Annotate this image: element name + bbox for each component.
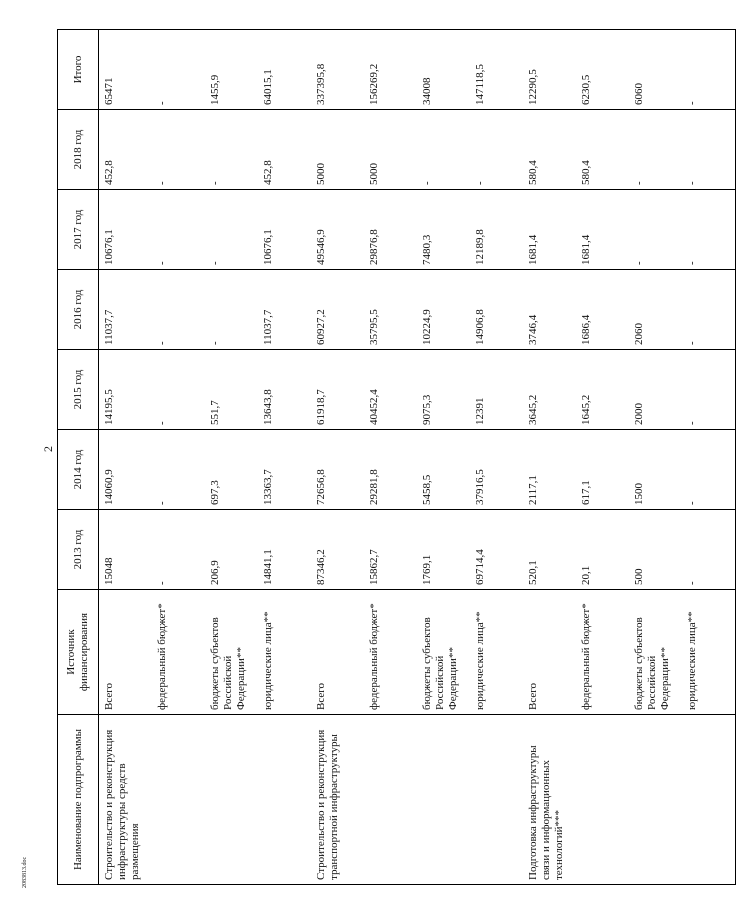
- table-row: [258, 30, 311, 885]
- value-cell: 1645,2: [576, 350, 629, 430]
- header-2015: 2015 год: [58, 350, 99, 430]
- value-cell: 580,4: [523, 110, 576, 190]
- subprogram-name: [152, 715, 205, 885]
- value-cell: 156269,2: [364, 30, 417, 110]
- value-cell: -: [152, 190, 205, 270]
- subprogram-name: [576, 715, 629, 885]
- subprogram-name: [258, 715, 311, 885]
- value-cell: 15048: [99, 510, 153, 590]
- table-row: [152, 30, 205, 885]
- value-cell: 14841,1: [258, 510, 311, 590]
- header-total: Итого: [58, 30, 99, 110]
- table-row: [629, 30, 682, 885]
- value-cell: -: [152, 430, 205, 510]
- financing-source: юридические лица**: [470, 590, 523, 715]
- table-body: [99, 30, 736, 885]
- value-cell: 13643,8: [258, 350, 311, 430]
- financing-source: Всего: [99, 590, 153, 715]
- value-cell: 49546,9: [311, 190, 364, 270]
- value-cell: 87346,2: [311, 510, 364, 590]
- header-row: [58, 30, 99, 885]
- value-cell: 40452,4: [364, 350, 417, 430]
- value-cell: 10676,1: [99, 190, 153, 270]
- value-cell: 69714,4: [470, 510, 523, 590]
- table-row: [364, 30, 417, 885]
- value-cell: 2060: [629, 270, 682, 350]
- value-cell: 14195,5: [99, 350, 153, 430]
- value-cell: 72656,8: [311, 430, 364, 510]
- table-row: [99, 30, 153, 885]
- value-cell: 206,9: [205, 510, 258, 590]
- value-cell: 11037,7: [258, 270, 311, 350]
- subprogram-name: [682, 715, 736, 885]
- value-cell: 34008: [417, 30, 470, 110]
- value-cell: 12290,5: [523, 30, 576, 110]
- subprogram-name: [205, 715, 258, 885]
- subprogram-name: Строительство и реконструкция инфраструктуры средств размещения: [99, 715, 153, 885]
- financing-source: федеральный бюджет*: [364, 590, 417, 715]
- value-cell: 3645,2: [523, 350, 576, 430]
- subprogram-name: [364, 715, 417, 885]
- value-cell: 520,1: [523, 510, 576, 590]
- value-cell: -: [152, 350, 205, 430]
- value-cell: 580,4: [576, 110, 629, 190]
- table-row: [311, 30, 364, 885]
- value-cell: -: [682, 30, 736, 110]
- table-row: [523, 30, 576, 885]
- value-cell: 14060,9: [99, 430, 153, 510]
- value-cell: 12189,8: [470, 190, 523, 270]
- value-cell: -: [205, 190, 258, 270]
- value-cell: 61918,7: [311, 350, 364, 430]
- value-cell: 14906,8: [470, 270, 523, 350]
- header-source: Источник финансирования: [58, 590, 99, 715]
- value-cell: -: [682, 350, 736, 430]
- subprogram-name: Подготовка инфраструктуры связи и информационных технологий***: [523, 715, 576, 885]
- value-cell: 13363,7: [258, 430, 311, 510]
- financing-source: федеральный бюджет*: [576, 590, 629, 715]
- header-subprogram: Наименование подпрограммы: [58, 715, 99, 885]
- value-cell: 452,8: [99, 110, 153, 190]
- subprogram-name: [470, 715, 523, 885]
- value-cell: 60927,2: [311, 270, 364, 350]
- value-cell: 1500: [629, 430, 682, 510]
- subprogram-name: Строительство и реконструкция транспортной инфраструктуры: [311, 715, 364, 885]
- header-2018: 2018 год: [58, 110, 99, 190]
- value-cell: 11037,7: [99, 270, 153, 350]
- value-cell: -: [682, 510, 736, 590]
- value-cell: 2000: [629, 350, 682, 430]
- rotated-table-container: [57, 30, 698, 885]
- table-row: [470, 30, 523, 885]
- value-cell: -: [152, 270, 205, 350]
- subprogram-name: [417, 715, 470, 885]
- value-cell: 10224,9: [417, 270, 470, 350]
- value-cell: 6060: [629, 30, 682, 110]
- subprogram-name: [629, 715, 682, 885]
- value-cell: 9075,3: [417, 350, 470, 430]
- value-cell: 6230,5: [576, 30, 629, 110]
- value-cell: 1681,4: [576, 190, 629, 270]
- header-2014: 2014 год: [58, 430, 99, 510]
- financing-source: федеральный бюджет*: [152, 590, 205, 715]
- value-cell: 64015,1: [258, 30, 311, 110]
- financing-table: [57, 29, 736, 885]
- value-cell: 5000: [311, 110, 364, 190]
- header-2016: 2016 год: [58, 270, 99, 350]
- value-cell: 5000: [364, 110, 417, 190]
- financing-source: юридические лица**: [258, 590, 311, 715]
- value-cell: 15862,7: [364, 510, 417, 590]
- value-cell: 1686,4: [576, 270, 629, 350]
- value-cell: 29281,8: [364, 430, 417, 510]
- table-row: [205, 30, 258, 885]
- value-cell: 37916,5: [470, 430, 523, 510]
- value-cell: 12391: [470, 350, 523, 430]
- financing-source: Всего: [311, 590, 364, 715]
- table-row: [682, 30, 736, 885]
- financing-source: бюджеты субъектов Российской Федерации**: [205, 590, 258, 715]
- value-cell: 3746,4: [523, 270, 576, 350]
- value-cell: 1769,1: [417, 510, 470, 590]
- financing-source: Всего: [523, 590, 576, 715]
- value-cell: 147118,5: [470, 30, 523, 110]
- value-cell: -: [682, 110, 736, 190]
- value-cell: -: [152, 510, 205, 590]
- value-cell: 452,8: [258, 110, 311, 190]
- value-cell: -: [470, 110, 523, 190]
- value-cell: 1681,4: [523, 190, 576, 270]
- value-cell: 20,1: [576, 510, 629, 590]
- value-cell: -: [152, 30, 205, 110]
- value-cell: 5458,5: [417, 430, 470, 510]
- table-row: [417, 30, 470, 885]
- value-cell: 35795,5: [364, 270, 417, 350]
- value-cell: 29876,8: [364, 190, 417, 270]
- value-cell: 65471: [99, 30, 153, 110]
- header-2013: 2013 год: [58, 510, 99, 590]
- value-cell: -: [682, 270, 736, 350]
- value-cell: -: [152, 110, 205, 190]
- value-cell: -: [417, 110, 470, 190]
- value-cell: 2117,1: [523, 430, 576, 510]
- financing-source: бюджеты субъектов Российской Федерации**: [417, 590, 470, 715]
- financing-source: бюджеты субъектов Российской Федерации**: [629, 590, 682, 715]
- value-cell: 617,1: [576, 430, 629, 510]
- table-row: [576, 30, 629, 885]
- value-cell: 10676,1: [258, 190, 311, 270]
- value-cell: 1455,9: [205, 30, 258, 110]
- header-2017: 2017 год: [58, 190, 99, 270]
- value-cell: -: [629, 190, 682, 270]
- financing-source: юридические лица**: [682, 590, 736, 715]
- value-cell: 337395,8: [311, 30, 364, 110]
- value-cell: 551,7: [205, 350, 258, 430]
- value-cell: 500: [629, 510, 682, 590]
- value-cell: -: [682, 190, 736, 270]
- value-cell: -: [682, 430, 736, 510]
- document-reference: 2083813.doc: [22, 856, 28, 888]
- value-cell: 697,3: [205, 430, 258, 510]
- page-number: 2: [41, 446, 55, 452]
- value-cell: -: [629, 110, 682, 190]
- value-cell: -: [205, 110, 258, 190]
- value-cell: 7480,3: [417, 190, 470, 270]
- value-cell: -: [205, 270, 258, 350]
